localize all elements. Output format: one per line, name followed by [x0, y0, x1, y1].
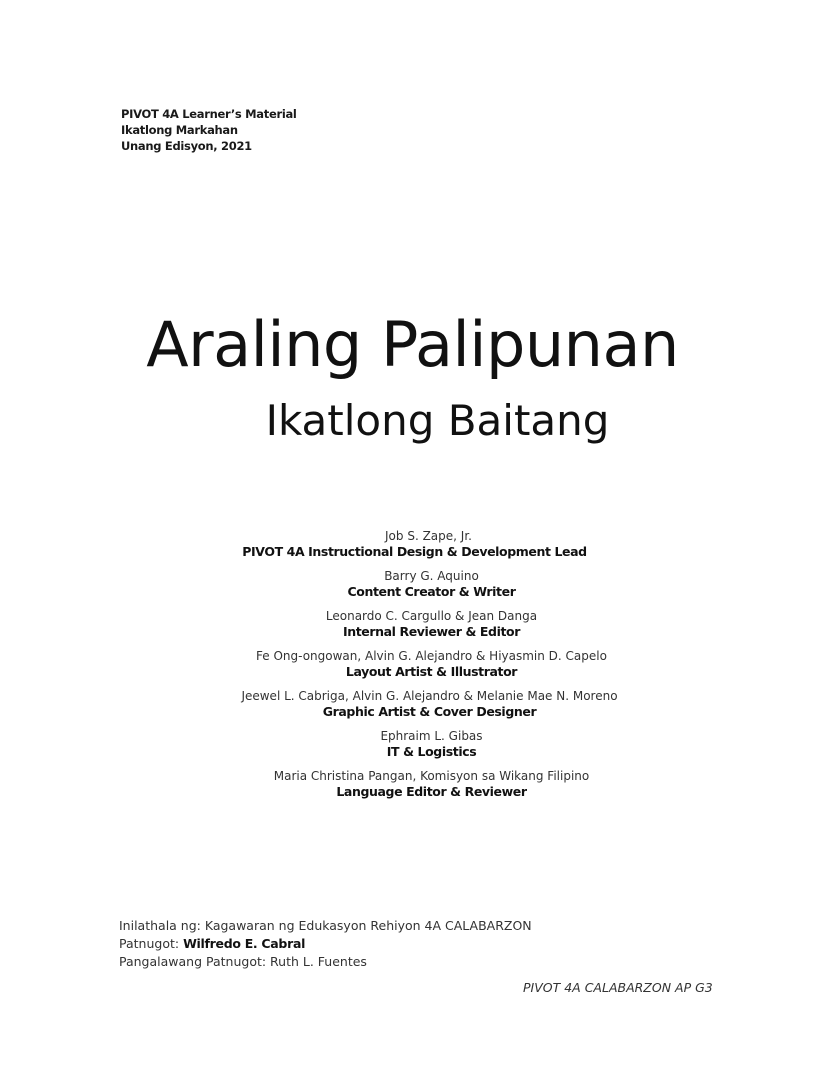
- credit-entry: [0, 529, 825, 559]
- credits-list: [0, 529, 825, 809]
- editor-label: Patnugot:: [119, 936, 184, 951]
- quarter-label: Ikatlong Markahan: [121, 123, 238, 137]
- credit-names: Fe Ong-ongowan, Alvin G. Alejandro & Hiyasmin D. Capelo: [256, 649, 607, 663]
- credit-names: Ephraim L. Gibas: [380, 729, 483, 743]
- credit-names: Leonardo C. Cargullo & Jean Danga: [325, 609, 538, 623]
- publisher-info: [119, 917, 532, 971]
- credit-entry: [0, 729, 825, 759]
- credit-names: Barry G. Aquino: [384, 569, 479, 583]
- editor-name: Wilfredo E. Cabral: [183, 936, 306, 951]
- credit-role: Internal Reviewer & Editor: [342, 624, 521, 639]
- credit-entry: [0, 689, 825, 719]
- page-title: Araling Palipunan: [146, 308, 679, 381]
- credit-names: Maria Christina Pangan, Komisyon sa Wikang Filipino: [273, 769, 590, 783]
- credit-role: Layout Artist & Illustrator: [345, 664, 518, 679]
- credit-names: Job S. Zape, Jr.: [385, 529, 472, 543]
- assistant-editor-line: Pangalawang Patnugot: Ruth L. Fuentes: [119, 954, 367, 969]
- editor-line: [119, 935, 532, 953]
- publisher-line: Inilathala ng: Kagawaran ng Edukasyon Rehiyon 4A CALABARZON: [119, 918, 532, 933]
- material-label: PIVOT 4A Learner’s Material: [121, 107, 297, 121]
- credit-role: PIVOT 4A Instructional Design & Development Lead: [242, 544, 587, 559]
- edition-label: Unang Edisyon, 2021: [121, 139, 252, 153]
- credit-entry: [0, 769, 825, 799]
- credit-names: Jeewel L. Cabriga, Alvin G. Alejandro & Melanie Mae N. Moreno: [241, 689, 618, 703]
- credit-entry: [0, 569, 825, 599]
- page-footer: PIVOT 4A CALABARZON AP G3: [523, 980, 713, 995]
- edition-info: [121, 106, 297, 154]
- credit-entry: [0, 609, 825, 639]
- credit-role: IT & Logistics: [386, 744, 477, 759]
- credit-role: Language Editor & Reviewer: [336, 784, 527, 799]
- page-subtitle: Ikatlong Baitang: [265, 396, 610, 445]
- credit-role: Content Creator & Writer: [347, 584, 516, 599]
- credit-role: Graphic Artist & Cover Designer: [322, 704, 537, 719]
- credit-entry: [0, 649, 825, 679]
